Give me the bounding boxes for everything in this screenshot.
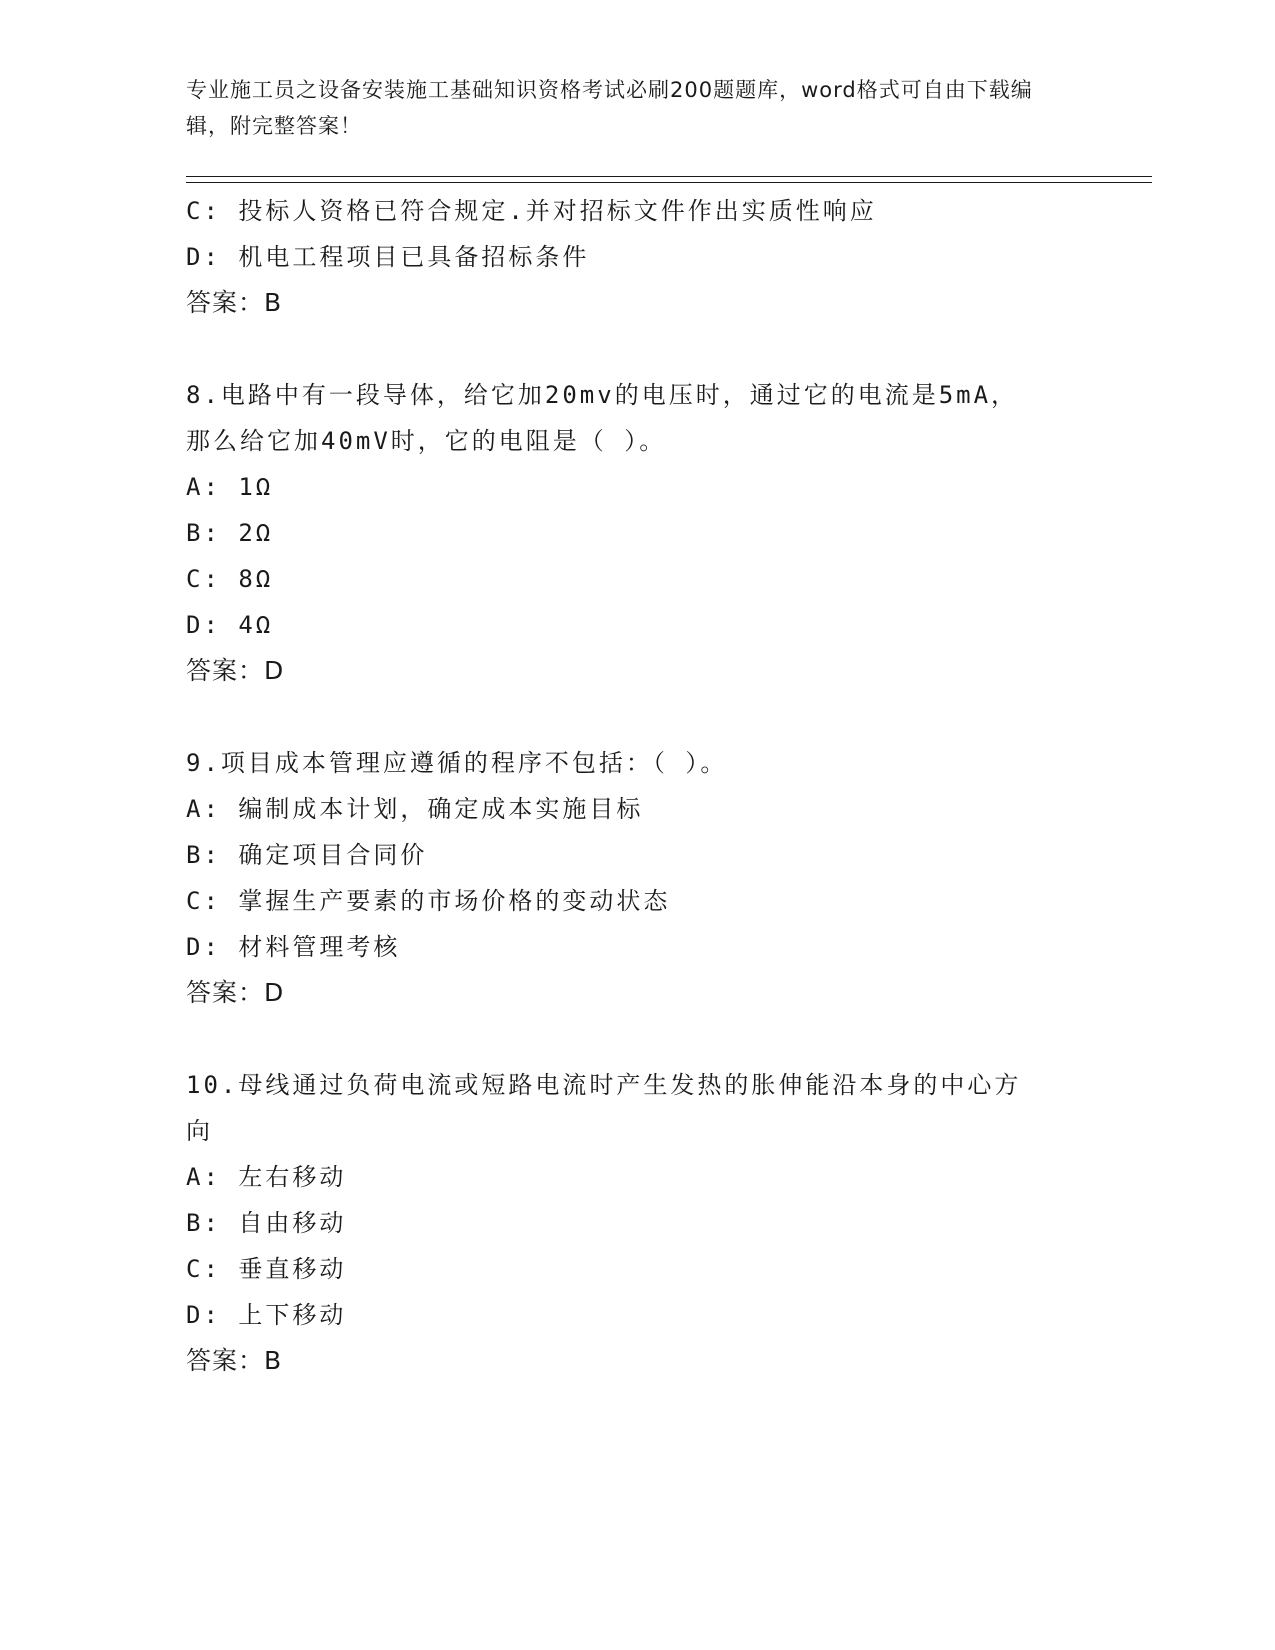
- option-a: A: 编制成本计划，确定成本实施目标: [186, 795, 644, 823]
- answer-line: 答案：D: [186, 656, 285, 685]
- header-rule-bottom: [186, 182, 1152, 183]
- option-c: C: 8Ω: [186, 565, 274, 593]
- question-block-prev: [186, 188, 1086, 326]
- spacer: [186, 694, 1086, 740]
- option-c: C: 掌握生产要素的市场价格的变动状态: [186, 887, 671, 915]
- option-d: D: 4Ω: [186, 611, 274, 639]
- question-block-9: [186, 740, 1086, 1016]
- option-a: A: 左右移动: [186, 1163, 347, 1191]
- option-b: B: 2Ω: [186, 519, 274, 547]
- question-title-line: 9.项目成本管理应遵循的程序不包括：（ ）。: [186, 749, 728, 777]
- question-block-8: [186, 372, 1086, 694]
- spacer: [186, 1016, 1086, 1062]
- option-d: D: 机电工程项目已具备招标条件: [186, 243, 590, 271]
- question-title-line: 10.母线通过负荷电流或短路电流时产生发热的胀伸能沿本身的中心方: [186, 1071, 1022, 1099]
- answer-line: 答案：B: [186, 288, 283, 317]
- question-title-line: 8.电路中有一段导体，给它加20mv的电压时，通过它的电流是5mA，: [186, 381, 1019, 409]
- option-d: D: 材料管理考核: [186, 933, 401, 961]
- document-header: 专业施工员之设备安装施工基础知识资格考试必刷200题题库，word格式可自由下载编辑，附完整答案！: [186, 78, 1033, 138]
- option-d: D: 上下移动: [186, 1301, 347, 1329]
- option-c: C: 垂直移动: [186, 1255, 347, 1283]
- question-title-line: 向: [186, 1117, 213, 1145]
- question-block-10: [186, 1062, 1086, 1384]
- answer-line: 答案：B: [186, 1346, 283, 1375]
- option-c: C: 投标人资格已符合规定.并对招标文件作出实质性响应: [186, 197, 877, 225]
- answer-line: 答案：D: [186, 978, 285, 1007]
- header-rule-top: [186, 176, 1152, 177]
- option-a: A: 1Ω: [186, 473, 274, 501]
- option-b: B: 自由移动: [186, 1209, 347, 1237]
- question-content: [186, 188, 1086, 1384]
- question-title-line: 那么给它加40mV时，它的电阻是（ ）。: [186, 427, 667, 455]
- option-b: B: 确定项目合同价: [186, 841, 428, 869]
- spacer: [186, 326, 1086, 372]
